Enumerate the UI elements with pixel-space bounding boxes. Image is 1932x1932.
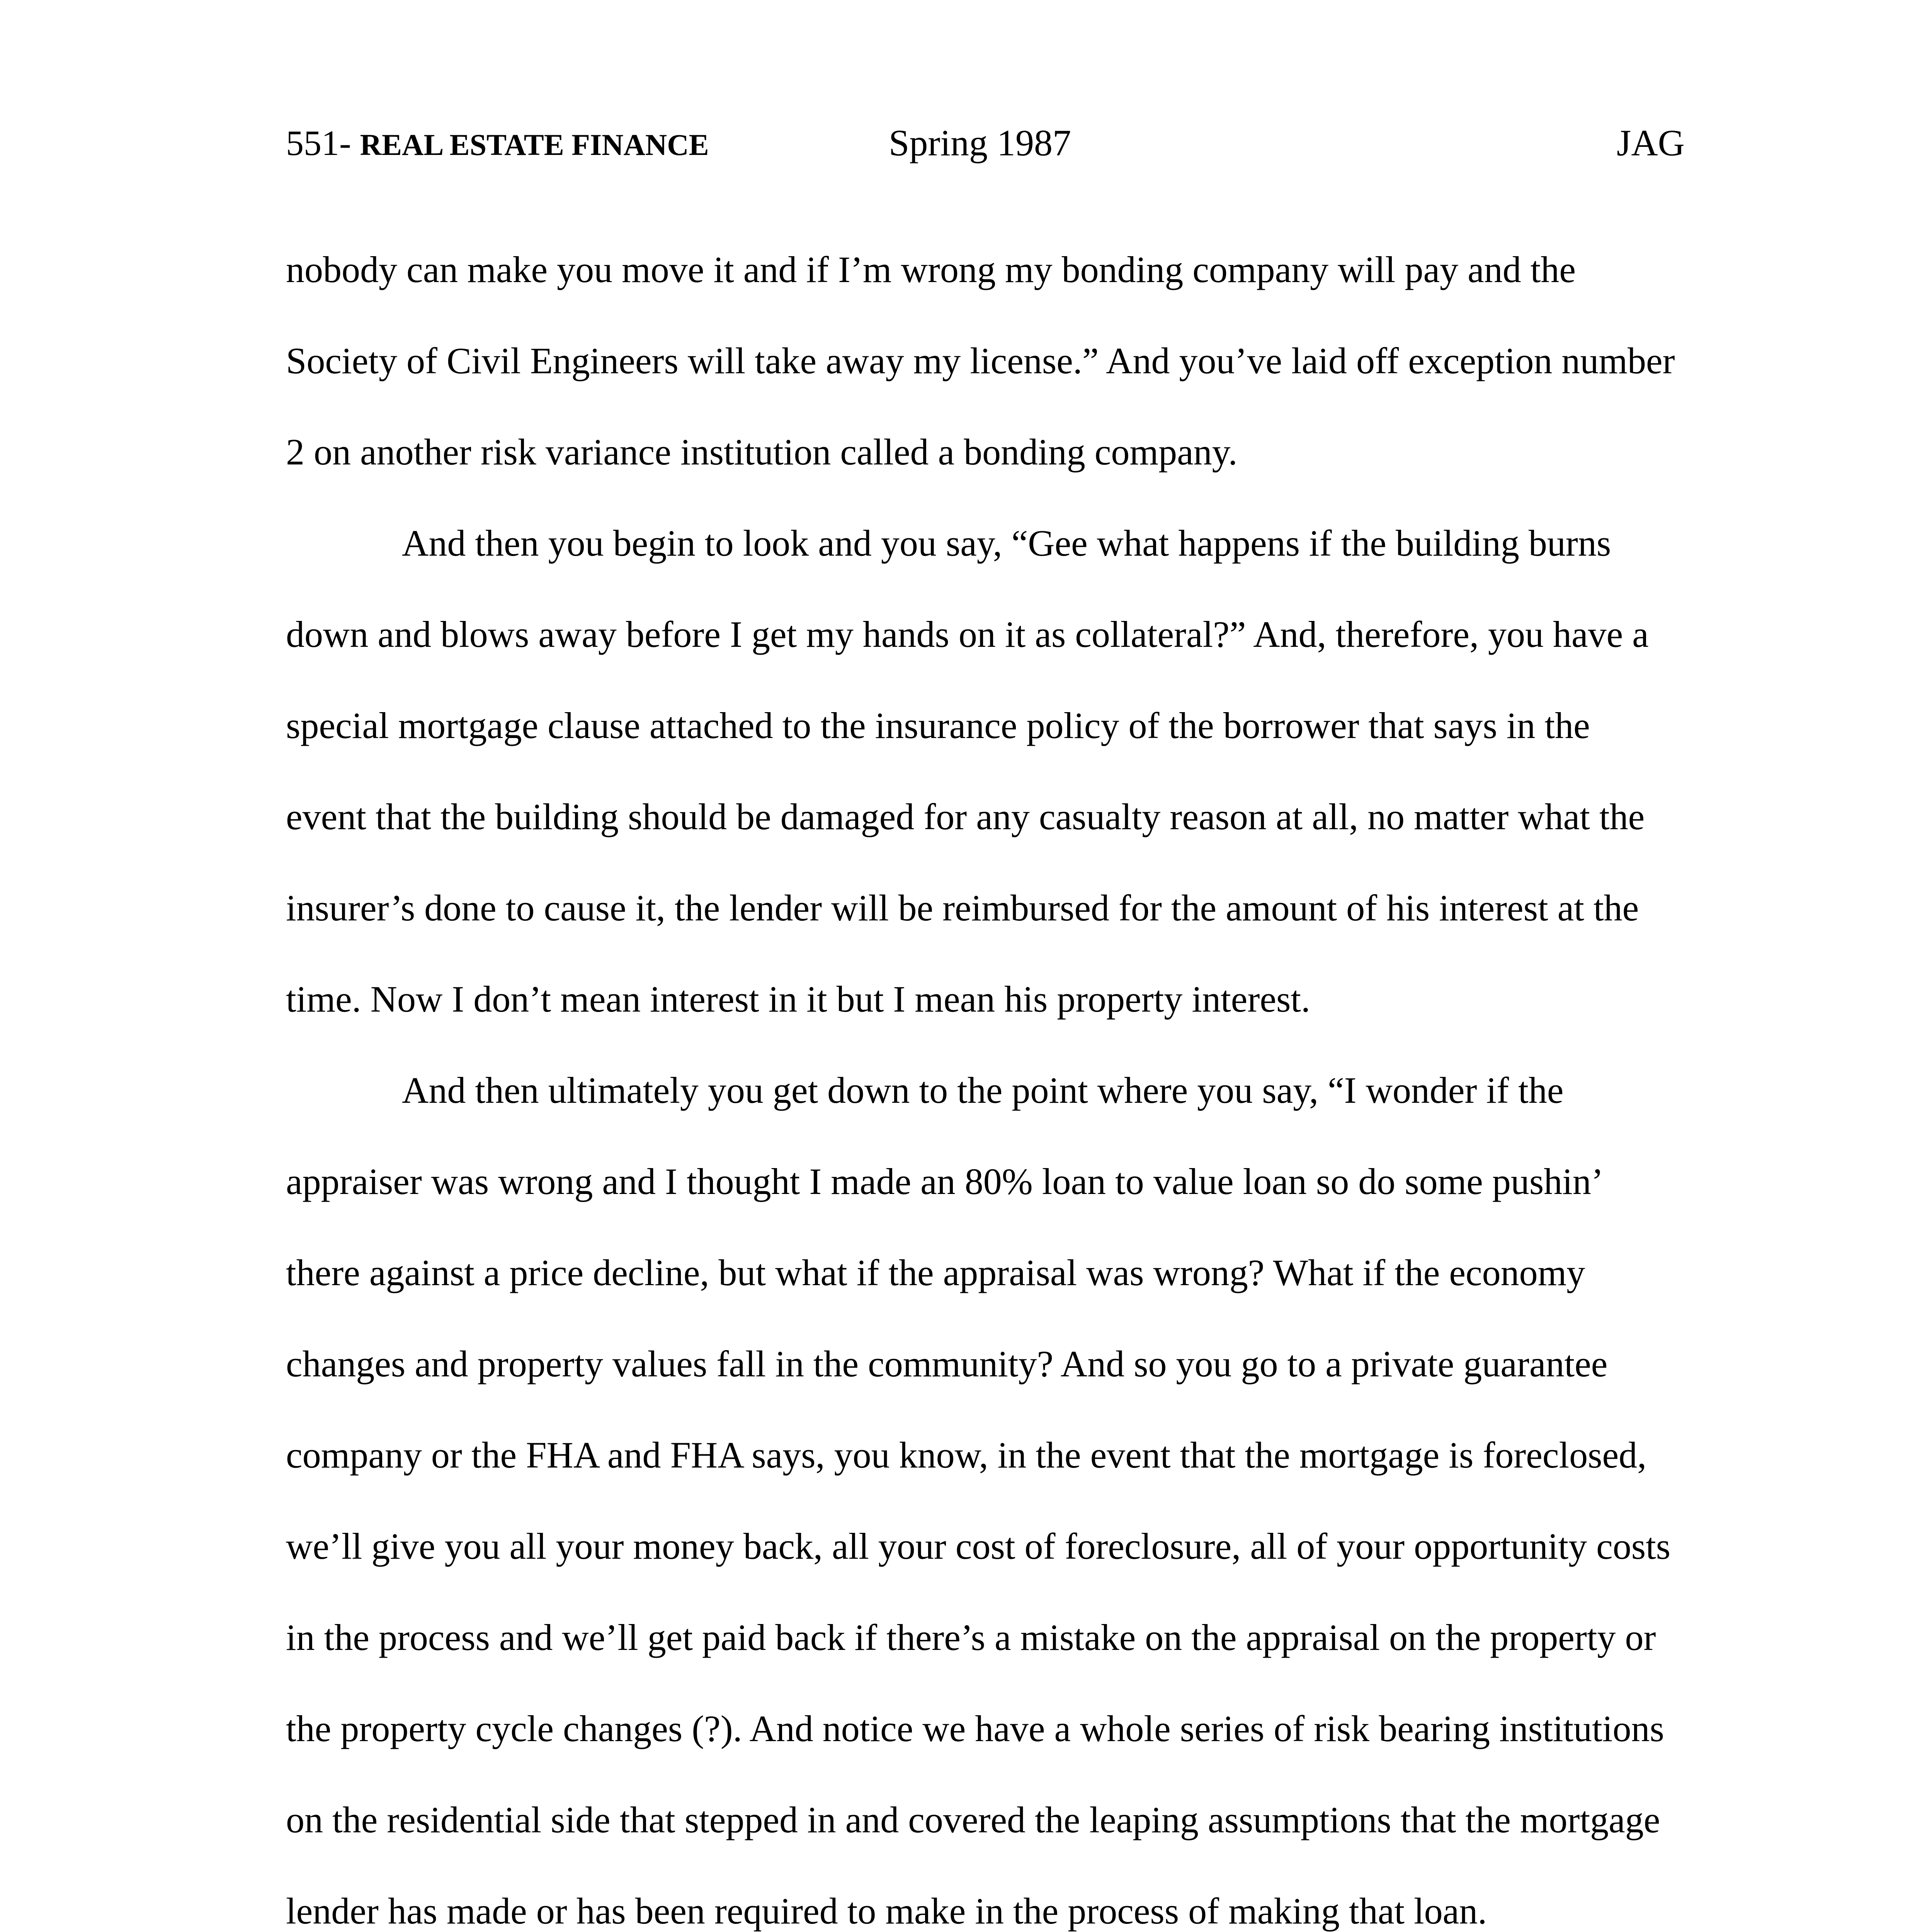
transcript-body	[286, 224, 1677, 1932]
course-label	[286, 116, 709, 172]
term-label: Spring 1987	[889, 122, 1071, 163]
paragraph-continued: nobody can make you move it and if I’m wrong my bonding company will pay and the Society of Civil Engineers will take away my license.” And you’ve laid off exception number 2 on another risk variance institution called a bonding company.	[286, 249, 1675, 473]
author-initials: JAG	[1616, 122, 1685, 163]
course-number: 551-	[286, 123, 360, 163]
paragraph: And then ultimately you get down to the point where you say, “I wonder if the appraiser was wrong and I thought I made an 80% loan to value loan so do some pushin’ there against a price decline, but what if the appraisal was wrong? What if the economy changes and property values fall in the community? And so you go to a private guarantee company or the FHA and FHA says, you know, in the event that the mortgage is foreclosed, we’ll give you all your money back, all your cost of foreclosure, all of your opportunity costs in the process and we’ll get paid back if there’s a mistake on the appraisal on the property or the property cycle changes (?). And notice we have a whole series of risk bearing institutions on the residential side that stepped in and covered the leaping assumptions that the mortgage lender has made or has been required to make in the process of making that loan.	[286, 1070, 1671, 1932]
course-title: REAL ESTATE FINANCE	[360, 128, 709, 162]
paragraph: And then you begin to look and you say, “Gee what happens if the building burns down and blows away before I get my hands on it as collateral?” And, therefore, you have a special mortgage clause attached to the insurance policy of the borrower that says in the event that the building should be damaged for any casualty reason at all, no matter what the insurer’s done to cause it, the lender will be reimbursed for the amount of his interest at the time. Now I don’t mean interest in it but I mean his property interest.	[286, 522, 1649, 1020]
running-header	[286, 116, 1685, 170]
